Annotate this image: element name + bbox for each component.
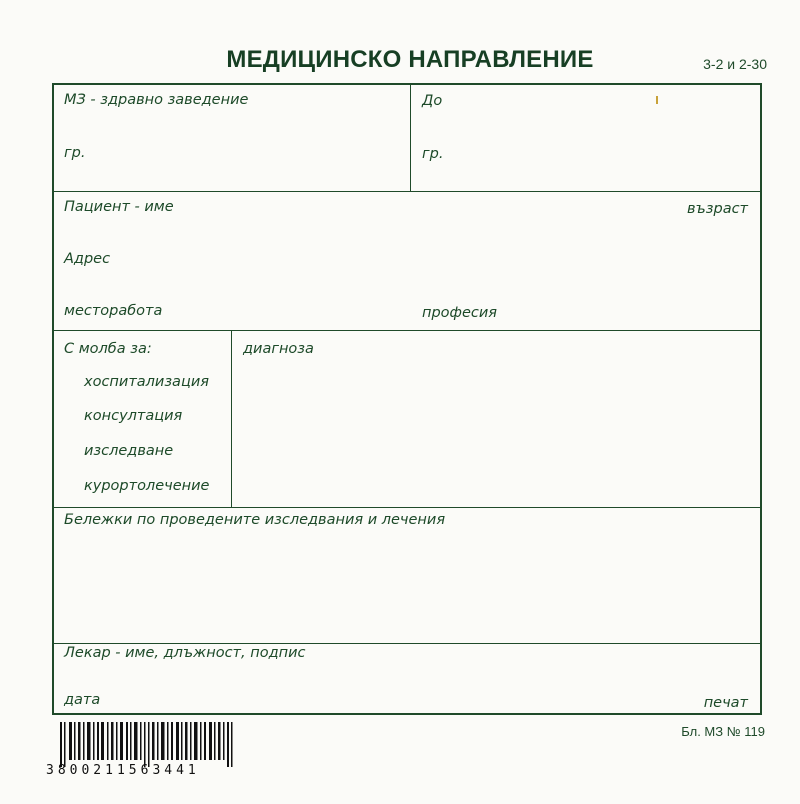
from-city-label: гр. xyxy=(64,145,86,161)
address-label: Адрес xyxy=(64,251,111,267)
option-hospitalization: хоспитализация xyxy=(84,374,209,390)
notes-row xyxy=(54,508,760,644)
to-city-label: гр. xyxy=(422,146,444,162)
profession-label: професия xyxy=(422,305,497,321)
patient-name-label: Пациент - име xyxy=(64,199,174,215)
notes-label: Бележки по проведените изследвания и лечения xyxy=(64,512,446,528)
date-label: дата xyxy=(64,692,101,708)
patient-row xyxy=(54,192,760,331)
request-label: С молба за: xyxy=(64,341,152,357)
to-label: До xyxy=(422,93,443,109)
referral-form xyxy=(52,83,762,715)
doctor-label: Лекар - име, длъжност, подпис xyxy=(64,645,306,661)
from-facility-label: МЗ - здравно заведение xyxy=(64,92,249,108)
age-label: възраст xyxy=(686,201,748,217)
stamp-label: печат xyxy=(703,695,748,711)
option-spa-treatment: курортолечение xyxy=(84,478,210,494)
barcode-digits: 3800211563441 xyxy=(46,763,200,778)
doctor-row xyxy=(54,644,760,717)
workplace-label: месторабота xyxy=(64,303,163,319)
form-title: МЕДИЦИНСКО НАПРАВЛЕНИЕ xyxy=(226,46,594,73)
option-consultation: консултация xyxy=(84,408,183,424)
request-row xyxy=(54,331,760,508)
request-divider xyxy=(231,331,232,507)
form-code: 3-2 и 2-30 xyxy=(703,56,767,72)
form-number: Бл. МЗ № 119 xyxy=(681,724,765,739)
diagnosis-label: диагноза xyxy=(243,341,314,357)
facility-row xyxy=(54,85,760,192)
option-examination: изследване xyxy=(84,443,174,459)
barcode-image xyxy=(60,722,240,767)
facility-divider xyxy=(410,85,411,191)
